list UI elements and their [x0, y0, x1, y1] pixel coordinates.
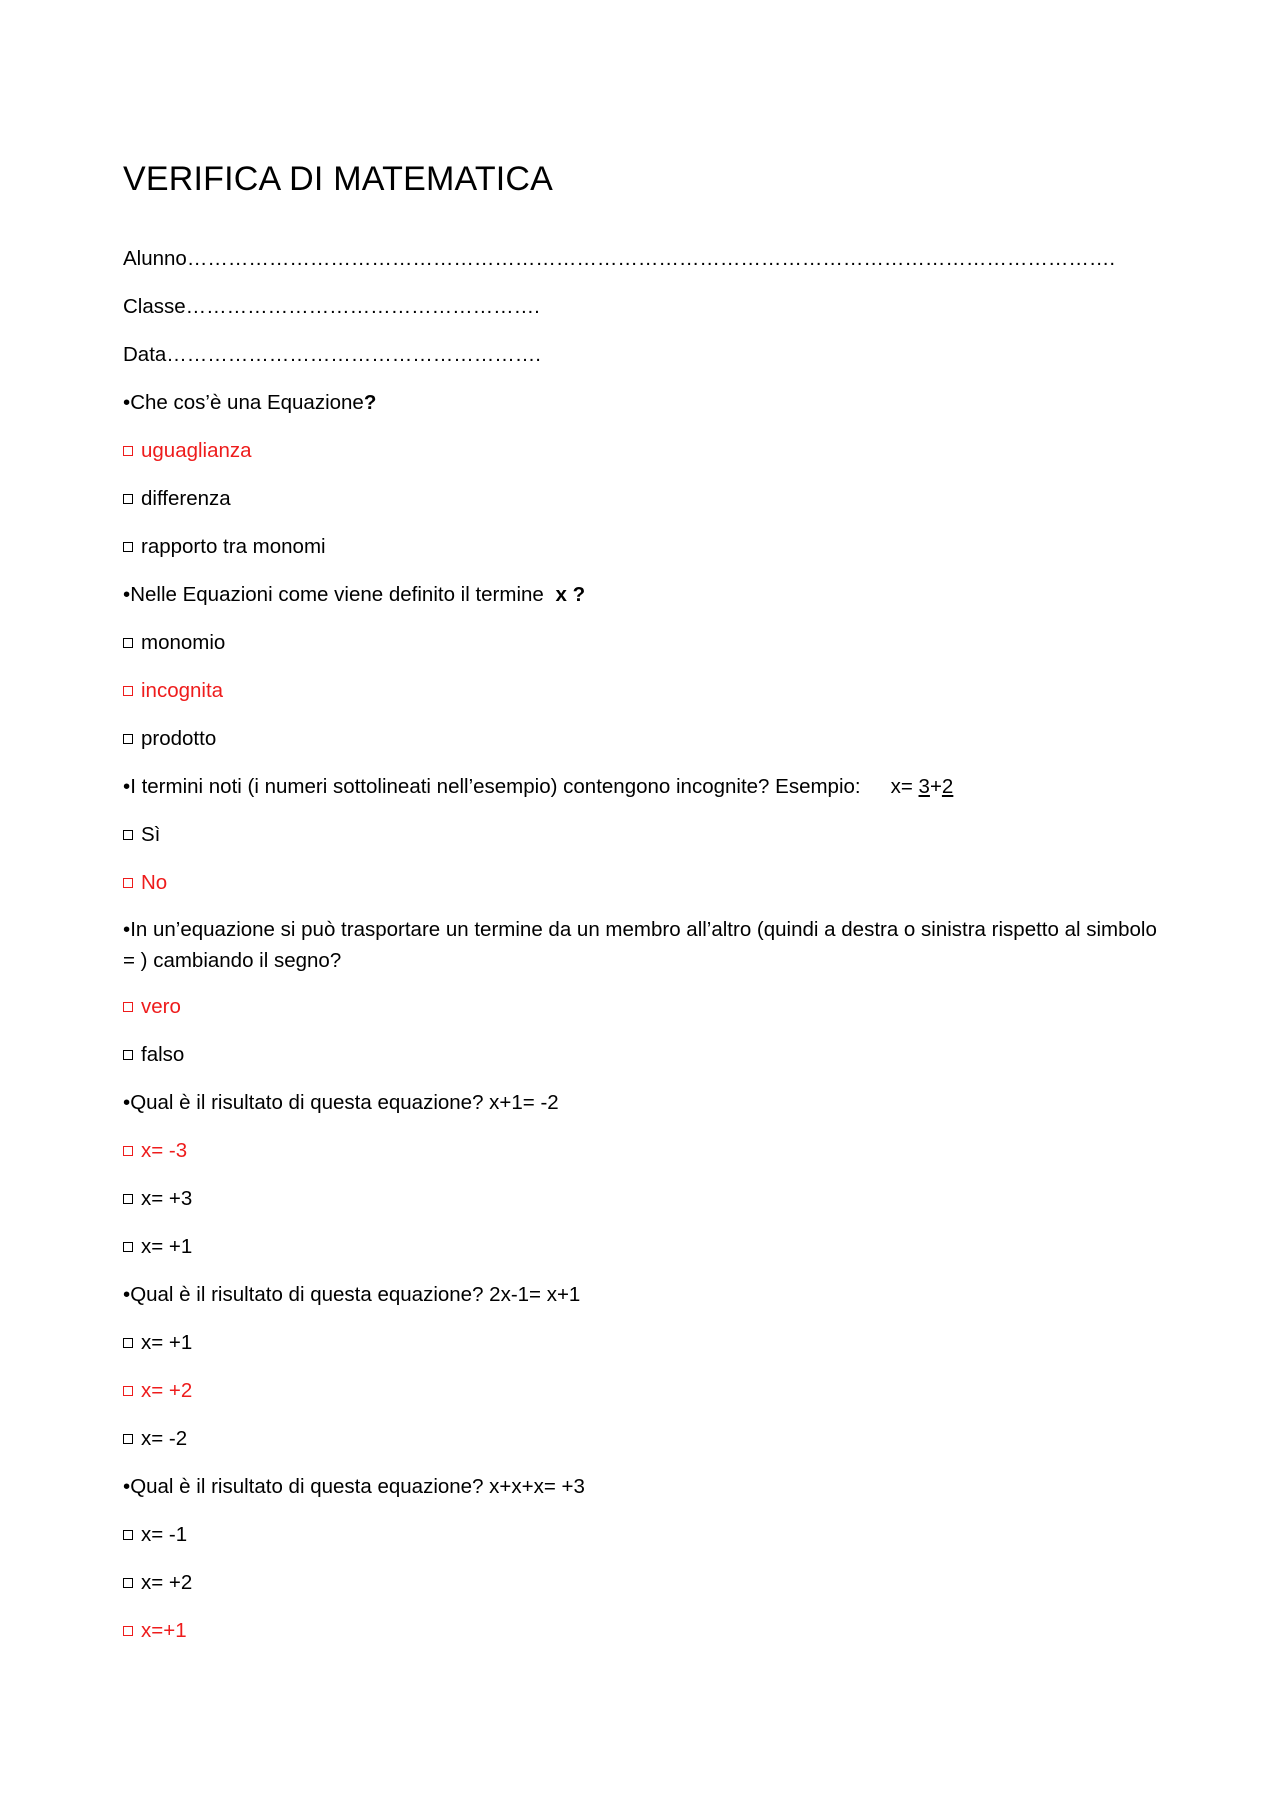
option-label: incognita	[141, 679, 224, 702]
answer-option[interactable]	[123, 1185, 1163, 1213]
example-prefix: x=	[890, 775, 919, 798]
question-text: Nelle Equazioni come viene definito il termine	[130, 583, 550, 606]
checkbox-icon[interactable]	[123, 1194, 133, 1204]
answer-option[interactable]	[123, 1233, 1163, 1261]
question-text: I termini noti (i numeri sottolineati nell’esempio) contengono incognite? Esempio:	[130, 775, 861, 798]
bullet: •	[123, 1475, 131, 1498]
option-label: Sì	[141, 823, 161, 846]
option-label: No	[141, 871, 168, 894]
answer-option[interactable]	[123, 677, 1163, 705]
checkbox-icon[interactable]	[123, 1578, 133, 1588]
answer-option[interactable]	[123, 1137, 1163, 1165]
question-text: Che cos’è una Equazione	[130, 391, 364, 414]
answer-option[interactable]	[123, 1425, 1163, 1453]
bullet: •	[123, 918, 131, 941]
checkbox-icon[interactable]	[123, 734, 133, 744]
option-label: uguaglianza	[141, 439, 252, 462]
question-2	[123, 581, 1163, 609]
checkbox-icon[interactable]	[123, 494, 133, 504]
answer-option[interactable]	[123, 629, 1163, 657]
bullet: •	[123, 1091, 131, 1114]
option-label: x= +3	[141, 1187, 193, 1210]
bullet: •	[123, 1283, 131, 1306]
answer-option[interactable]	[123, 437, 1163, 465]
question-text: Qual è il risultato di questa equazione? x+1= -2	[130, 1091, 559, 1114]
answer-option[interactable]	[123, 725, 1163, 753]
option-label: x= +2	[141, 1379, 193, 1402]
question-text: Qual è il risultato di questa equazione? x+x+x= +3	[130, 1475, 585, 1498]
option-label: monomio	[141, 631, 226, 654]
option-label: x= +1	[141, 1235, 193, 1258]
answer-option[interactable]	[123, 993, 1163, 1021]
checkbox-icon[interactable]	[123, 1146, 133, 1156]
bullet: •	[123, 775, 131, 798]
option-label: x= -2	[141, 1427, 188, 1450]
answer-option[interactable]	[123, 821, 1163, 849]
option-label: prodotto	[141, 727, 217, 750]
checkbox-icon[interactable]	[123, 1050, 133, 1060]
bullet: •	[123, 391, 131, 414]
answer-option[interactable]	[123, 1521, 1163, 1549]
option-label: vero	[141, 995, 181, 1018]
question-text: In un’equazione si può trasportare un termine da un membro all’altro (quindi a destra o sinistra rispetto al simbolo = ) cambiando il segno?	[123, 918, 1157, 972]
question-text: Qual è il risultato di questa equazione? 2x-1= x+1	[130, 1283, 581, 1306]
checkbox-icon[interactable]	[123, 1434, 133, 1444]
bullet: •	[123, 583, 131, 606]
option-label: x=+1	[141, 1619, 187, 1642]
checkbox-icon[interactable]	[123, 1002, 133, 1012]
answer-option[interactable]	[123, 1041, 1163, 1069]
answer-option[interactable]	[123, 1329, 1163, 1357]
question-4	[123, 914, 1163, 976]
checkbox-icon[interactable]	[123, 830, 133, 840]
checkbox-icon[interactable]	[123, 1338, 133, 1348]
checkbox-icon[interactable]	[123, 1242, 133, 1252]
example-operator: +	[929, 775, 942, 798]
question-suffix: x ?	[555, 583, 586, 606]
answer-option[interactable]	[123, 1377, 1163, 1405]
example-term-b: 2	[941, 775, 954, 798]
page-title: VERIFICA DI MATEMATICA	[123, 160, 554, 198]
question-1	[123, 389, 1163, 417]
example-term-a: 3	[918, 775, 930, 798]
answer-option[interactable]	[123, 1569, 1163, 1597]
checkbox-icon[interactable]	[123, 446, 133, 456]
question-3	[123, 773, 1163, 801]
option-label: x= -1	[141, 1523, 188, 1546]
option-label: x= -3	[141, 1139, 188, 1162]
checkbox-icon[interactable]	[123, 878, 133, 888]
question-6	[123, 1281, 1163, 1309]
question-7	[123, 1473, 1163, 1501]
checkbox-icon[interactable]	[123, 542, 133, 552]
checkbox-icon[interactable]	[123, 1386, 133, 1396]
class-field: Classe…………………………………………….	[123, 295, 540, 318]
document-page	[123, 150, 1163, 1645]
answer-option[interactable]	[123, 485, 1163, 513]
question-suffix: ?	[363, 391, 377, 414]
option-label: x= +2	[141, 1571, 193, 1594]
checkbox-icon[interactable]	[123, 1530, 133, 1540]
option-label: falso	[141, 1043, 185, 1066]
checkbox-icon[interactable]	[123, 1626, 133, 1636]
date-field: Data……………………………………………….	[123, 343, 541, 366]
student-field: Alunno……………………………………………………………………………………………………………………….	[123, 247, 1116, 270]
answer-option[interactable]	[123, 869, 1163, 897]
checkbox-icon[interactable]	[123, 686, 133, 696]
option-label: differenza	[141, 487, 231, 510]
option-label: x= +1	[141, 1331, 193, 1354]
question-5	[123, 1089, 1163, 1117]
answer-option[interactable]	[123, 533, 1163, 561]
answer-option[interactable]	[123, 1617, 1163, 1645]
checkbox-icon[interactable]	[123, 638, 133, 648]
option-label: rapporto tra monomi	[141, 535, 326, 558]
